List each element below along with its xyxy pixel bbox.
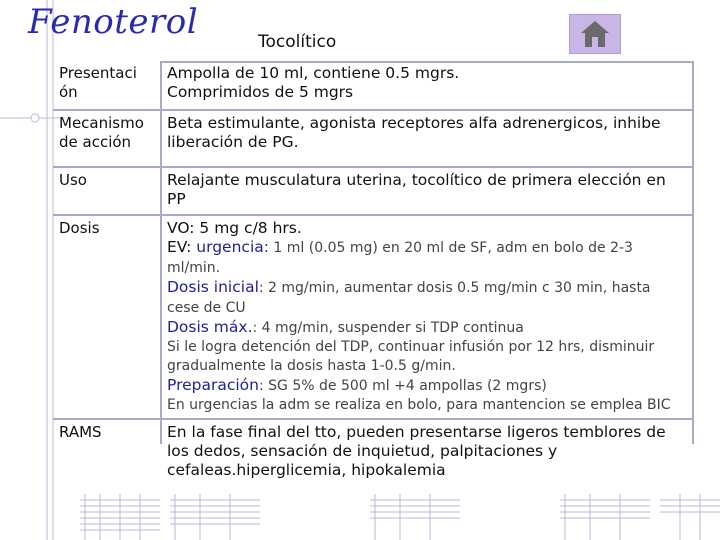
label-dosis: Dosis <box>53 215 161 419</box>
value-dosis <box>161 215 693 419</box>
dosis-prep-keyword: Preparación <box>167 376 259 394</box>
home-icon <box>579 19 611 49</box>
slide-title: Fenoterol <box>28 2 199 42</box>
presentacion-line-2: Comprimidos de 5 mgrs <box>167 83 354 101</box>
dosis-detencion: Si le logra detención del TDP, continuar infusión por 12 hrs, disminuir gradualmente la dosis hasta 1-0.5 g/min. <box>167 339 655 374</box>
value-presentacion <box>161 61 693 110</box>
table-row-uso <box>53 167 693 215</box>
dosis-preparacion <box>167 376 687 396</box>
dosis-ev-prefix: EV: <box>167 238 197 256</box>
label-presentacion: Presentaci ón <box>53 61 161 110</box>
label-rams: RAMS <box>59 423 102 441</box>
dosis-max-keyword: Dosis máx. <box>167 318 253 336</box>
value-mecanismo: Beta estimulante, agonista receptores alfa adrenergicos, inhibe liberación de PG. <box>161 110 693 167</box>
table-row-dosis <box>53 215 693 419</box>
dosis-ev <box>167 238 687 278</box>
table-row-presentacion <box>53 61 693 110</box>
dosis-urgencias: En urgencias la adm se realiza en bolo, para mantencion se emplea BIC <box>167 397 671 413</box>
drug-info-table <box>53 61 693 483</box>
dosis-ev-text: 1 ml (0.05 mg) en 20 ml de SF, adm en bolo de 2-3 ml/min. <box>167 240 633 276</box>
dosis-ev-keyword: urgencia: <box>196 238 269 256</box>
dosis-max <box>167 318 687 338</box>
slide-subtitle: Tocolítico <box>258 32 337 52</box>
home-button[interactable] <box>569 14 621 54</box>
dosis-inicial <box>167 278 687 318</box>
label-uso: Uso <box>53 167 161 215</box>
table-row-mecanismo <box>53 110 693 167</box>
value-rams: En la fase final del tto, pueden presentarse ligeros temblores de los dedos, sensación de inquietud, palpitaciones y cefaleas.hiperglicemia, hipokalemia <box>167 423 666 479</box>
value-uso: Relajante musculatura uterina, tocolítico de primera elección en PP <box>161 167 693 215</box>
table-row-rams <box>53 419 693 483</box>
dosis-vo: VO: 5 mg c/8 hrs. <box>167 219 302 237</box>
dosis-prep-text: : SG 5% de 500 ml +4 ampollas (2 mgrs) <box>259 378 547 394</box>
label-mecanismo: Mecanismo de acción <box>53 110 161 167</box>
dosis-max-text: : 4 mg/min, suspender si TDP continua <box>252 320 524 336</box>
dosis-inicial-keyword: Dosis inicial <box>167 278 259 296</box>
presentacion-line-1: Ampolla de 10 ml, contiene 0.5 mgrs. <box>167 64 460 82</box>
dosis-inicial-text: : 2 mg/min, aumentar dosis 0.5 mg/min c 30 min, hasta cese de CU <box>167 280 651 316</box>
